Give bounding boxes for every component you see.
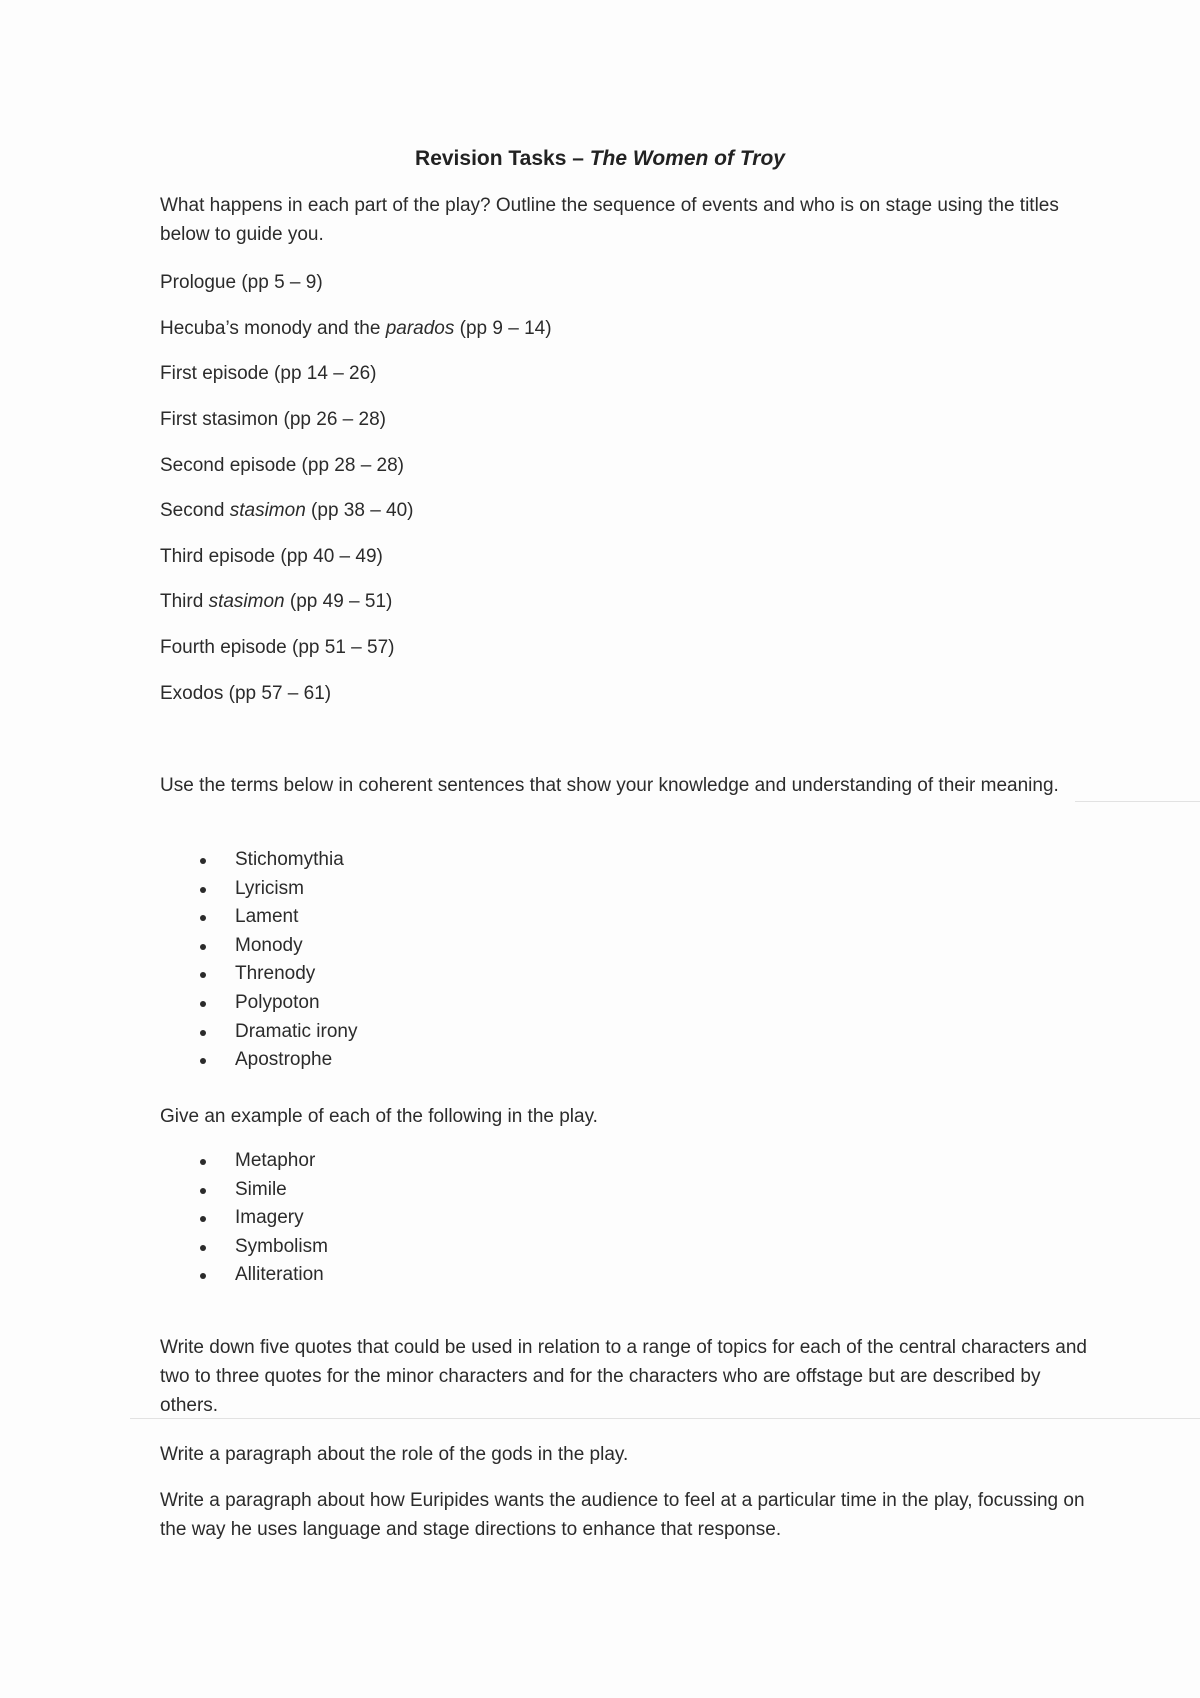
terms-list xyxy=(160,846,357,1075)
bullet-icon xyxy=(200,972,206,978)
bullet-icon xyxy=(200,887,206,893)
intro-paragraph: What happens in each part of the play? Outline the sequence of events and who is on stage using the titles below to guide you. xyxy=(160,195,1059,245)
section-line: Exodos (pp 57 – 61) xyxy=(160,683,332,704)
list-item: Polypoton xyxy=(160,989,357,1018)
section-line: First stasimon (pp 26 – 28) xyxy=(160,409,386,430)
bullet-icon xyxy=(200,858,206,864)
list-item: Symbolism xyxy=(160,1233,328,1262)
bullet-icon xyxy=(200,915,206,921)
list-item: Lament xyxy=(160,903,357,932)
bullet-icon xyxy=(200,1273,206,1279)
list-item: Imagery xyxy=(160,1204,328,1233)
quotes-task-paragraph: Write down five quotes that could be used in relation to a range of topics for each of the central characters and two to three quotes for the minor characters and for the characters who are offstage but are described by others. xyxy=(160,1337,1087,1416)
section-line: Second episode (pp 28 – 28) xyxy=(160,455,405,476)
bullet-icon xyxy=(200,1216,206,1222)
terms-intro-paragraph: Use the terms below in coherent sentences that show your knowledge and understanding of their meaning. xyxy=(160,775,1059,796)
bullet-icon xyxy=(200,1159,206,1165)
list-item: Apostrophe xyxy=(160,1046,357,1075)
bullet-icon xyxy=(200,1001,206,1007)
list-item: Metaphor xyxy=(160,1147,328,1176)
bullet-icon xyxy=(200,944,206,950)
bullet-icon xyxy=(200,1188,206,1194)
list-item: Alliteration xyxy=(160,1261,328,1290)
list-item: Threnody xyxy=(160,960,357,989)
section-line: Hecuba’s monody and the parados (pp 9 – 14) xyxy=(160,318,552,339)
title-play-name: The Women of Troy xyxy=(589,147,785,170)
scan-artifact-line xyxy=(1075,801,1200,802)
page-title xyxy=(0,147,1200,171)
list-item: Lyricism xyxy=(160,875,357,904)
section-line: Fourth episode (pp 51 – 57) xyxy=(160,637,395,658)
bullet-icon xyxy=(200,1030,206,1036)
examples-list xyxy=(160,1147,328,1290)
section-line: Prologue (pp 5 – 9) xyxy=(160,272,323,293)
section-line: Third episode (pp 40 – 49) xyxy=(160,546,383,567)
scan-artifact-line xyxy=(130,1418,1200,1419)
list-item: Simile xyxy=(160,1176,328,1205)
audience-task-paragraph: Write a paragraph about how Euripides wants the audience to feel at a particular time in the play, focussing on the way he uses language and stage directions to enhance that response. xyxy=(160,1490,1085,1540)
section-line: Third stasimon (pp 49 – 51) xyxy=(160,591,393,612)
bullet-icon xyxy=(200,1058,206,1064)
title-text: Revision Tasks – xyxy=(415,147,590,170)
section-line: First episode (pp 14 – 26) xyxy=(160,363,377,384)
gods-task-paragraph: Write a paragraph about the role of the gods in the play. xyxy=(160,1444,629,1465)
section-line: Second stasimon (pp 38 – 40) xyxy=(160,500,414,521)
list-item: Dramatic irony xyxy=(160,1018,357,1047)
list-item: Stichomythia xyxy=(160,846,357,875)
examples-intro-paragraph: Give an example of each of the following in the play. xyxy=(160,1106,598,1127)
list-item: Monody xyxy=(160,932,357,961)
bullet-icon xyxy=(200,1245,206,1251)
